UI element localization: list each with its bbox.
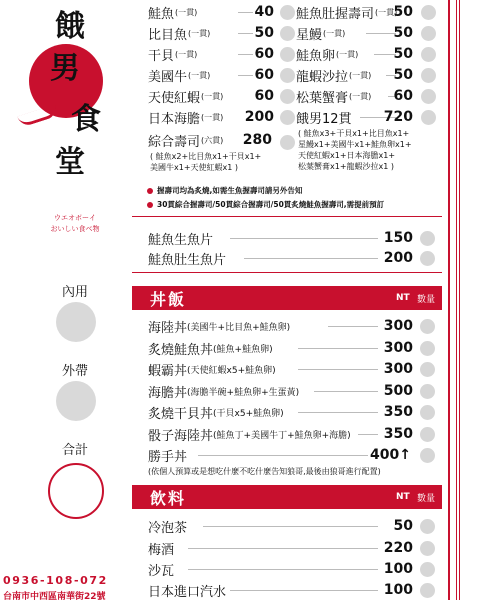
quantity-checkbox[interactable] <box>421 110 436 125</box>
donburi-title: 丼飯 <box>150 289 187 309</box>
brand-tagline-2: おいしい食べ物 <box>50 225 100 233</box>
menu-item <box>148 445 448 465</box>
item-name: 日本進口汽水 <box>148 584 227 600</box>
menu-item <box>148 316 448 336</box>
item-name: 炙燒干貝丼 <box>148 406 214 422</box>
item-name: 骰子海陸丼 <box>148 428 214 444</box>
quantity-checkbox[interactable] <box>421 89 436 104</box>
item-unit: (一貫) <box>175 7 198 17</box>
item-name: 綜合壽司 <box>148 134 201 150</box>
item-name: 餓男12貫 <box>296 111 352 127</box>
menu-item <box>148 248 448 268</box>
item-unit: (一貫) <box>349 70 372 80</box>
sushi-note-text: 30貫綜合握壽司/50貫綜合握壽司/50貫炙燒鮭魚握壽司,需提前預訂 <box>157 200 385 209</box>
quantity-checkbox[interactable] <box>420 341 435 356</box>
item-price: 50 <box>393 46 413 62</box>
brand-char-2: 男 <box>50 51 80 86</box>
menu-item <box>148 107 293 127</box>
menu-item <box>296 23 446 43</box>
item-name: 蝦霸丼 <box>148 363 188 379</box>
quantity-checkbox[interactable] <box>420 251 435 266</box>
combo-note-line: 美國牛x1+天使紅蝦x1 ) <box>150 163 239 172</box>
take-out-label: 外帶 <box>61 364 88 379</box>
quantity-checkbox[interactable] <box>420 319 435 334</box>
quantity-checkbox[interactable] <box>420 519 435 534</box>
menu-item <box>148 2 293 22</box>
item-price: 280 <box>242 132 272 148</box>
quantity-checkbox[interactable] <box>280 89 295 104</box>
bullet-dot-icon <box>147 188 153 194</box>
item-name: 星鰻 <box>296 27 323 43</box>
menu-item <box>148 402 448 422</box>
combo-note-line: 星鰻x1+美國牛x1+鮭魚卵x1+ <box>298 140 412 149</box>
item-description: (鮭魚+鮭魚卵) <box>213 344 273 355</box>
dine-in-checkbox[interactable] <box>56 302 96 342</box>
menu-item <box>148 580 448 600</box>
leader-line <box>230 238 378 239</box>
item-price: 300 <box>383 318 413 334</box>
take-out-checkbox[interactable] <box>56 381 96 421</box>
leader-line <box>203 526 378 527</box>
item-price: 220 <box>383 540 413 556</box>
combo-note <box>298 128 412 172</box>
item-name: 海膽丼 <box>148 385 188 401</box>
menu-item <box>148 65 293 85</box>
item-name: 冷泡茶 <box>148 520 188 536</box>
item-price: 200 <box>383 250 413 266</box>
quantity-checkbox[interactable] <box>420 583 435 598</box>
item-price: 60 <box>254 67 274 83</box>
item-name: 鮭魚肚生魚片 <box>148 252 227 268</box>
quantity-checkbox[interactable] <box>421 26 436 41</box>
item-name: 松葉蟹膏 <box>296 90 349 106</box>
price-column-header: NT <box>396 492 410 502</box>
drinks-header <box>132 485 442 509</box>
donburi-header <box>132 286 442 310</box>
menu-item <box>148 44 293 64</box>
donburi-note: (依個人預算或是想吃什麼不吃什麼告知狼哥,最後由狼哥進行配置) <box>148 467 381 476</box>
quantity-checkbox[interactable] <box>420 541 435 556</box>
item-unit: (一貫) <box>336 49 359 59</box>
leader-line <box>244 258 378 259</box>
bullet-dot-icon <box>147 202 153 208</box>
item-description: (天使紅蝦x5+鮭魚卵) <box>187 365 276 376</box>
combo-note-line: ( 鮭魚x3+干貝x1+比目魚x1+ <box>298 129 410 138</box>
leader-line <box>314 391 378 392</box>
item-price: 300 <box>383 361 413 377</box>
item-name: 鮭魚肚握壽司 <box>296 6 375 22</box>
item-price: 50 <box>393 518 413 534</box>
leader-line <box>328 326 378 327</box>
menu-item <box>148 86 293 106</box>
menu-item <box>148 381 448 401</box>
qty-column-header: 數量 <box>417 294 436 305</box>
item-unit: (一貫) <box>175 49 198 59</box>
section-divider <box>132 272 442 273</box>
item-name: 日本海膽 <box>148 111 201 127</box>
contact-phone: 0936-108-072 <box>3 574 108 587</box>
leader-line <box>198 455 368 456</box>
leader-line <box>188 569 378 570</box>
brand-char-1: 餓 <box>55 9 85 44</box>
brand-brush-stroke <box>17 104 59 128</box>
brand-char-3: 食 <box>71 102 101 137</box>
sushi-note <box>147 199 384 210</box>
item-description: (干貝x5+鮭魚卵) <box>213 408 284 419</box>
quantity-checkbox[interactable] <box>280 68 295 83</box>
menu-item <box>148 359 448 379</box>
item-price: 200 <box>244 109 274 125</box>
quantity-checkbox[interactable] <box>280 135 295 150</box>
combo-note <box>150 151 261 173</box>
menu-item <box>148 23 293 43</box>
menu-item <box>296 86 446 106</box>
item-description: (海膽半碗+鮭魚卵+生蛋黃) <box>187 387 300 398</box>
combo-note-line: 松葉蟹膏x1+龍蝦沙拉x1 ) <box>298 162 395 171</box>
item-price: 50 <box>393 25 413 41</box>
menu-item <box>148 228 448 248</box>
leader-line <box>298 369 378 370</box>
quantity-checkbox[interactable] <box>420 427 435 442</box>
quantity-checkbox[interactable] <box>280 110 295 125</box>
item-name: 沙瓦 <box>148 563 175 579</box>
item-name: 龍蝦沙拉 <box>296 69 349 85</box>
item-unit: (一貫) <box>375 7 398 17</box>
brand-tagline-1: ウエオボーイ <box>54 214 96 222</box>
item-price: 500 <box>383 383 413 399</box>
item-price: 100 <box>383 561 413 577</box>
leader-line <box>230 590 378 591</box>
quantity-checkbox[interactable] <box>420 384 435 399</box>
item-unit: (一貫) <box>323 28 346 38</box>
item-unit: (一貫) <box>201 91 224 101</box>
menu-item <box>296 2 446 22</box>
leader-line <box>188 548 378 549</box>
quantity-checkbox[interactable] <box>420 231 435 246</box>
item-name: 鮭魚 <box>148 6 175 22</box>
menu-item <box>148 130 293 150</box>
quantity-checkbox[interactable] <box>421 5 436 20</box>
item-unit: (一貫) <box>188 28 211 38</box>
item-unit: (一貫) <box>201 112 224 122</box>
quantity-checkbox[interactable] <box>421 47 436 62</box>
sushi-note <box>147 185 302 196</box>
item-price: 100 <box>383 582 413 598</box>
quantity-checkbox[interactable] <box>421 68 436 83</box>
menu-item <box>148 559 448 579</box>
item-price: 60 <box>254 88 274 104</box>
total-field[interactable] <box>48 463 104 519</box>
edge-decoration-line <box>459 0 460 600</box>
item-price: 720 <box>383 109 413 125</box>
contact-address: 台南市中西區南華街22號 <box>3 592 106 600</box>
item-name: 海陸丼 <box>148 320 188 336</box>
drinks-title: 飲料 <box>150 488 187 508</box>
price-column-header: NT <box>396 293 410 303</box>
item-description: (鮭魚丁+美國牛丁+鮭魚卵+海膽) <box>213 430 351 441</box>
menu-item <box>296 65 446 85</box>
item-price: 60 <box>254 46 274 62</box>
item-name: 美國牛 <box>148 69 188 85</box>
quantity-checkbox[interactable] <box>280 47 295 62</box>
item-unit: (一貫) <box>349 91 372 101</box>
total-label: 合計 <box>61 443 88 458</box>
dine-in-label: 內用 <box>61 285 88 300</box>
item-unit: (一貫) <box>188 70 211 80</box>
brand-char-4: 堂 <box>55 145 85 180</box>
item-name: 天使紅蝦 <box>148 90 201 106</box>
item-name: 鮭魚生魚片 <box>148 232 214 248</box>
menu-item <box>148 424 448 444</box>
leader-line <box>298 412 378 413</box>
brand-column <box>0 0 140 600</box>
edge-decoration-line <box>456 0 457 600</box>
sushi-note-text: 握壽司均為炙燒,如需生魚握壽司請另外告知 <box>157 186 303 195</box>
item-price: 350 <box>383 404 413 420</box>
item-price: 50 <box>254 25 274 41</box>
item-price: 50 <box>393 67 413 83</box>
item-price: 60 <box>393 88 413 104</box>
menu-item <box>148 338 448 358</box>
item-price: 400↑ <box>370 447 411 463</box>
item-price: 50 <box>393 4 413 20</box>
section-divider <box>132 216 442 217</box>
item-price: 350 <box>383 426 413 442</box>
item-price: 40 <box>254 4 274 20</box>
quantity-checkbox[interactable] <box>420 562 435 577</box>
item-unit: (六貫) <box>201 135 224 145</box>
item-price: 150 <box>383 230 413 246</box>
menu-item <box>148 516 448 536</box>
quantity-checkbox[interactable] <box>280 26 295 41</box>
quantity-checkbox[interactable] <box>420 448 435 463</box>
item-name: 梅酒 <box>148 542 175 558</box>
item-description: (美國牛+比目魚+鮭魚卵) <box>187 322 291 333</box>
item-name: 勝手丼 <box>148 449 188 465</box>
item-name: 干貝 <box>148 48 175 64</box>
item-name: 比目魚 <box>148 27 188 43</box>
qty-column-header: 數量 <box>417 493 436 504</box>
item-price: 300 <box>383 340 413 356</box>
combo-note-line: 天使紅蝦x1+日本海膽x1+ <box>298 151 396 160</box>
edge-decoration-line <box>448 0 450 600</box>
item-name: 炙燒鮭魚丼 <box>148 342 214 358</box>
menu-item <box>296 44 446 64</box>
quantity-checkbox[interactable] <box>420 405 435 420</box>
quantity-checkbox[interactable] <box>420 362 435 377</box>
menu-item <box>148 538 448 558</box>
leader-line <box>298 348 378 349</box>
combo-note-line: ( 鮭魚x2+比目魚x1+干貝x1+ <box>150 152 262 161</box>
menu-item <box>296 107 446 127</box>
item-name: 鮭魚卵 <box>296 48 336 64</box>
quantity-checkbox[interactable] <box>280 5 295 20</box>
